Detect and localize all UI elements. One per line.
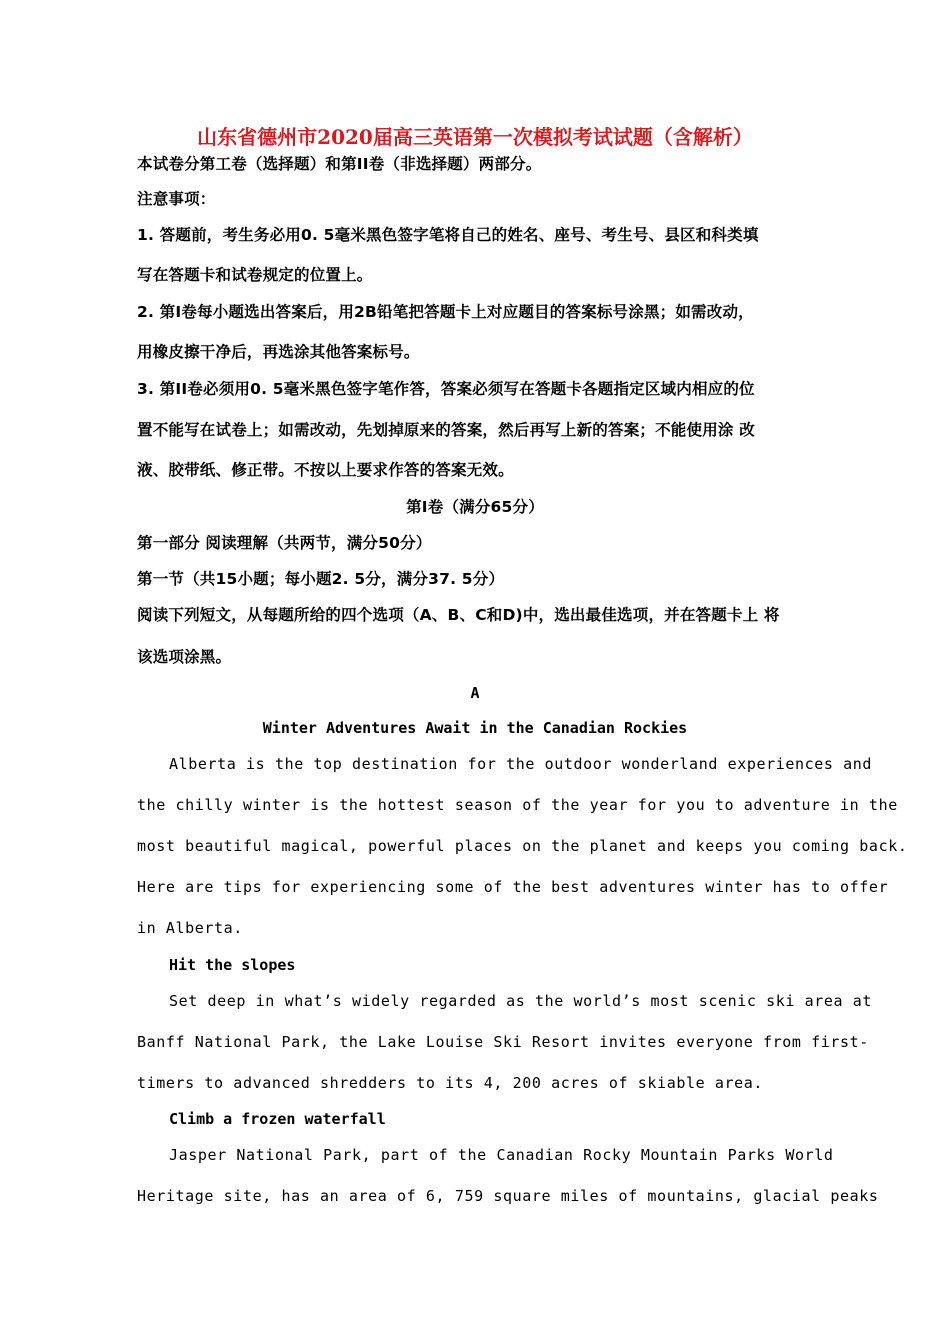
passage-title: Winter Adventures Await in the Canadian Rockies (262, 719, 688, 737)
notice-line: 1. 答题前，考生务必用0. 5毫米黑色签字笔将自己的姓名、座号、考生号、县区和科类填 (137, 226, 759, 244)
notice-line: 2. 第I卷每小题选出答案后，用2B铅笔把答题卡上对应题目的答案标号涂黑；如需改动， (137, 303, 754, 321)
instruction-line: 阅读下列短文，从每题所给的四个选项（A、B、C和D)中，选出最佳选项，并在答题卡上 将 (137, 606, 780, 624)
paragraph-line: Here are tips for experiencing some of the best adventures winter has to offer (137, 878, 889, 896)
notice-line: 用橡皮擦干净后，再选涂其他答案标号。 (137, 343, 420, 361)
subheading: Hit the slopes (169, 956, 296, 974)
paragraph-line: in Alberta. (137, 919, 243, 937)
notice-line: 写在答题卡和试卷规定的位置上。 (137, 266, 373, 284)
paragraph-line: timers to advanced shredders to its 4, 200 acres of skiable area. (137, 1074, 763, 1092)
paragraph-line: most beautiful magical, powerful places on the planet and keeps you coming back. (137, 837, 908, 855)
paragraph-line: the chilly winter is the hottest season of the year for you to adventure in the (137, 796, 898, 814)
subheading: Climb a frozen waterfall (169, 1110, 386, 1128)
part-title: 第一部分 阅读理解（共两节，满分50分） (137, 534, 432, 552)
notice-line: 置不能写在试卷上；如需改动，先划掉原来的答案，然后再写上新的答案；不能使用涂 改 (137, 421, 755, 439)
paragraph-line: Jasper National Park, part of the Canadian Rocky Mountain Parks World (169, 1146, 834, 1164)
paragraph-line: Set deep in what’s widely regarded as the world’s most scenic ski area at (169, 992, 873, 1010)
paragraph-line: Alberta is the top destination for the outdoor wonderland experiences and (169, 755, 873, 773)
intro-text: 本试卷分第工卷（选择题）和第II卷（非选择题）两部分。 (137, 155, 542, 173)
instruction-line: 该选项涂黑。 (137, 648, 232, 666)
passage-letter: A (470, 684, 480, 702)
paragraph-line: Banff National Park, the Lake Louise Ski Resort invites everyone from first- (137, 1033, 869, 1051)
subsection-title: 第一节（共15小题；每小题2. 5分，满分37. 5分） (137, 570, 505, 588)
document-title: 山东省德州市2020届高三英语第一次模拟考试试题（含解析） (197, 125, 753, 149)
notice-heading: 注意事项： (137, 190, 216, 208)
section-title: 第I卷（满分65分） (406, 498, 544, 516)
notice-line: 3. 第II卷必须用0. 5毫米黑色签字笔作答，答案必须写在答题卡各题指定区域内相应的位 (137, 380, 755, 398)
paragraph-line: Heritage site, has an area of 6, 759 square miles of mountains, glacial peaks (137, 1187, 879, 1205)
notice-line: 液、胶带纸、修正带。不按以上要求作答的答案无效。 (137, 461, 514, 479)
